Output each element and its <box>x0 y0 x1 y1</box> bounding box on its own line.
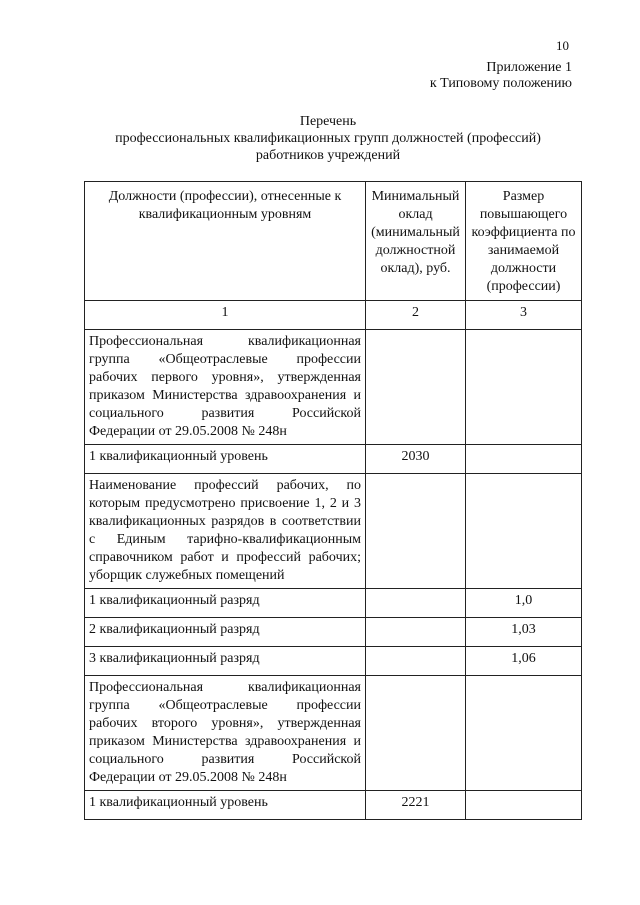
column-number: 2 <box>366 301 466 330</box>
title-line-1: Перечень <box>299 114 357 129</box>
row-coefficient: 1,0 <box>466 589 582 618</box>
row-coefficient <box>466 791 582 820</box>
row-coefficient <box>466 474 582 589</box>
row-position-text: 1 квалификационный разряд <box>85 589 366 618</box>
row-coefficient <box>466 676 582 791</box>
table-row <box>85 589 582 618</box>
table-row <box>85 330 582 445</box>
appendix-line-1: Приложение 1 <box>486 60 572 75</box>
row-salary: 2030 <box>366 445 466 474</box>
row-position-text: Профессиональная квалификационная группа «Общеотраслевые профессии рабочих первого уровня», утвержденная приказом Министерства здравоохранения и социального развития Российской Федерации от 29.05.2008 № 248н <box>85 330 366 445</box>
table-header-row <box>85 182 582 301</box>
row-coefficient <box>466 445 582 474</box>
row-coefficient <box>466 330 582 445</box>
row-salary <box>366 474 466 589</box>
qualification-groups-table <box>84 181 582 820</box>
row-salary <box>366 589 466 618</box>
table-row <box>85 676 582 791</box>
column-number: 1 <box>85 301 366 330</box>
row-position-text: Наименование профессий рабочих, по которым предусмотрено присвоение 1, 2 и 3 квалификационных разрядов в соответствии с Единым тарифно-квалификационным справочником работ и профессий рабочих; уборщик служебных помещений <box>85 474 366 589</box>
row-coefficient: 1,03 <box>466 618 582 647</box>
table-row <box>85 647 582 676</box>
row-salary: 2221 <box>366 791 466 820</box>
row-salary <box>366 618 466 647</box>
header-min-salary: Минимальный оклад (минимальный должностной оклад), руб. <box>366 182 466 301</box>
appendix-line-2: к Типовому положению <box>429 76 572 91</box>
table-row <box>85 445 582 474</box>
row-position-text: 2 квалификационный разряд <box>85 618 366 647</box>
column-number: 3 <box>466 301 582 330</box>
appendix-heading <box>430 60 572 92</box>
row-position-text: 1 квалификационный уровень <box>85 791 366 820</box>
title-line-3: работников учреждений <box>255 148 401 163</box>
table-row <box>85 791 582 820</box>
column-number-row <box>85 301 582 330</box>
row-coefficient: 1,06 <box>466 647 582 676</box>
header-coefficient: Размер повышающего коэффициента по занимаемой должности (профессии) <box>466 182 582 301</box>
row-position-text: 3 квалификационный разряд <box>85 647 366 676</box>
row-salary <box>366 676 466 791</box>
title-line-2: профессиональных квалификационных групп должностей (профессий) <box>115 131 541 146</box>
row-position-text: Профессиональная квалификационная группа «Общеотраслевые профессии рабочих второго уровня», утвержденная приказом Министерства здравоохранения и социального развития Российской Федерации от 29.05.2008 № 248н <box>85 676 366 791</box>
row-position-text: 1 квалификационный уровень <box>85 445 366 474</box>
row-salary <box>366 647 466 676</box>
row-salary <box>366 330 466 445</box>
header-position: Должности (профессии), отнесенные к квалификационным уровням <box>85 182 366 301</box>
document-title <box>70 113 586 164</box>
table-row <box>85 618 582 647</box>
table-row <box>85 474 582 589</box>
page-number: 10 <box>556 38 569 53</box>
